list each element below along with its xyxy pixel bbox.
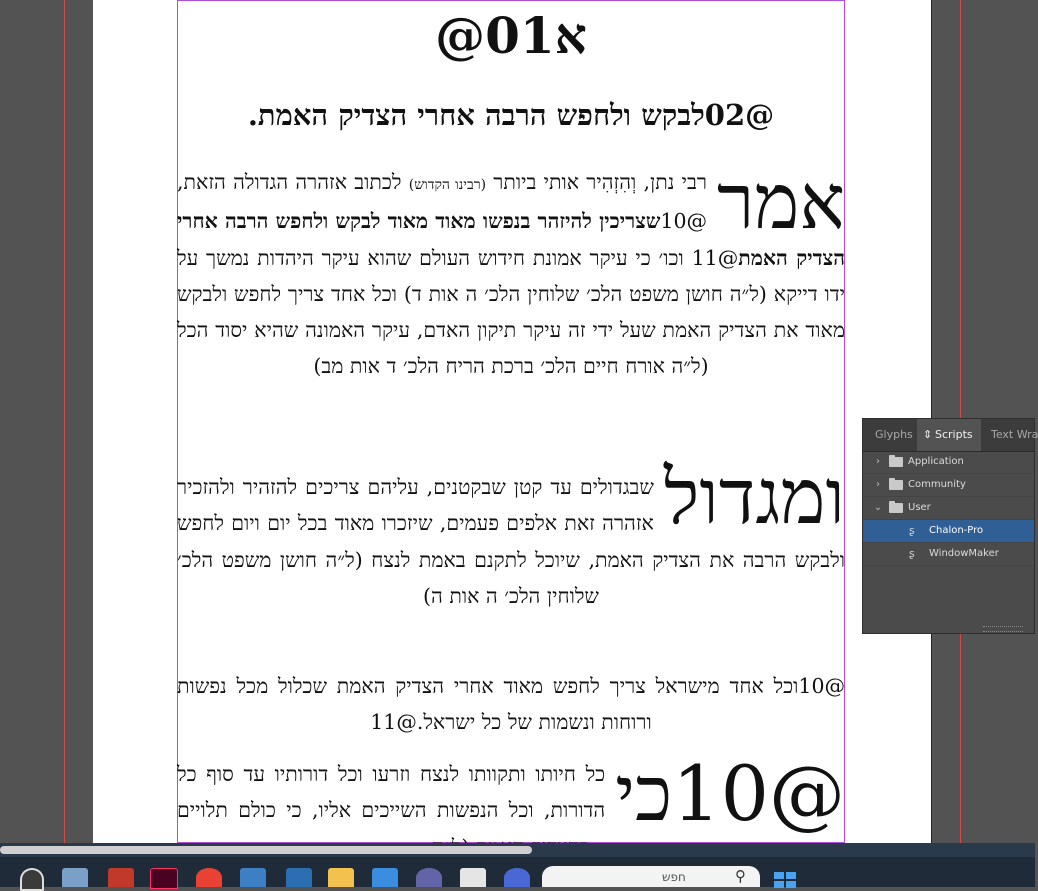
- copilot-icon[interactable]: [504, 868, 530, 887]
- folder-icon: [889, 457, 903, 467]
- notepad-icon[interactable]: [460, 868, 486, 887]
- horizontal-scrollbar[interactable]: [0, 846, 532, 854]
- scripts-panel[interactable]: [862, 418, 1038, 634]
- tab-glyphs[interactable]: Glyphs: [875, 428, 913, 441]
- panel-resize-grip[interactable]: [983, 626, 1023, 632]
- tree-folder-application[interactable]: [863, 451, 1034, 474]
- folder-icon: [889, 503, 903, 513]
- drop-cap-4: @10כי: [615, 749, 845, 838]
- p4-text: כל חיותו ותקוותו לנצח וזרעו וכל דורותיו עד סוף כל הדורות, וכל הנפשות השייכים אליו, כי כולם תלויים: [177, 762, 606, 823]
- explorer-icon[interactable]: [62, 868, 88, 887]
- document-subtitle: @02לבקש ולחפש הרבה אחרי הצדיק האמת.: [247, 98, 775, 132]
- photos-icon[interactable]: [372, 868, 398, 887]
- tree-folder-user[interactable]: [863, 497, 1034, 520]
- toolbox-icon[interactable]: [108, 868, 134, 887]
- p1-small: (רבינו הקדוש): [408, 177, 487, 193]
- chevron-down-icon[interactable]: ⌄: [873, 502, 883, 513]
- indesign-icon[interactable]: [150, 868, 178, 889]
- tree-label: Application: [908, 456, 964, 467]
- scripts-tree: [863, 451, 1034, 566]
- p1-bold: שצריכין להיזהר בנפשו מאוד מאוד לבקש ולחפש הרבה אחרי הצדיק האמת: [177, 209, 845, 270]
- folder-icon: [889, 480, 903, 490]
- tab-text-wrap[interactable]: Text Wra: [991, 428, 1038, 441]
- chevron-right-icon[interactable]: ›: [876, 479, 880, 490]
- drop-cap-1: אמר: [717, 157, 845, 246]
- p2-text: שבגדולים עד קטן שבקטנים, עליהם צריכים להזהיר ולהזכיר אזהרה זאת אלפים פעמים, שיזכרו מאוד בכל יום ויום לחפש ולבקש הרבה את הצדיק האמת, שיוכל לתקנם באמת לנצח (ל״ה חושן משפט הלכ׳ שלוחין הלכ׳ ה אות ה): [177, 475, 845, 608]
- tree-label: User: [908, 502, 931, 513]
- chrome-icon[interactable]: [196, 868, 222, 887]
- script-icon: ʂ: [909, 524, 915, 537]
- paragraph-1: [177, 157, 845, 385]
- hebrew-app-icon[interactable]: [286, 868, 312, 887]
- media-player-icon[interactable]: [20, 868, 44, 891]
- document-page[interactable]: [93, 0, 932, 843]
- tab-scripts[interactable]: [917, 419, 981, 451]
- p1-text-b: לכתוב אזהרה הגדולה הזאת, @10: [177, 170, 707, 234]
- folder-icon[interactable]: [328, 868, 354, 887]
- p3-text: @10וכל אחד מישראל צריך לחפש מאוד אחרי הצדיק האמת שכלול מכל נפשות ורוחות ונשמות של כל ישראל.@11: [177, 674, 845, 735]
- search-icon: ⚲: [735, 867, 746, 885]
- search-placeholder: חפש: [662, 870, 686, 884]
- tab-drag-icon: ⇕: [923, 428, 933, 441]
- taskbar-search-box[interactable]: [542, 866, 760, 887]
- script-icon: ʂ: [909, 547, 915, 560]
- tree-label: WindowMaker: [929, 548, 999, 559]
- chevron-right-icon[interactable]: ›: [876, 456, 880, 467]
- teams-icon[interactable]: [416, 868, 442, 887]
- paragraph-3: [177, 668, 845, 741]
- davinci-icon[interactable]: [240, 868, 266, 887]
- tree-script-chalon-pro[interactable]: [863, 520, 1034, 543]
- p1-text-a: רבי נתן, וְהִזְהִיר אותי ביותר: [486, 170, 707, 194]
- panel-tabs: [863, 419, 1038, 452]
- windows-start-icon[interactable]: [774, 872, 796, 887]
- p1-text-c: @11 וכו׳ כי עיקר אמונת חידוש העולם שהוא עיקר היהדות נמשך על ידו דייקא (ל״ה חושן משפט הלכ׳ שלוחין הלכ׳ ה אות ד) וכל אחד צריך לחפש ולבקש מאוד את הצדיק האמת שעל ידי זה עיקר תיקון האדם, עיקר האמונה שהיא יסוד הכל (ל״ה אורח חיים הלכ׳ ברכת הריח הלכ׳ ד אות מב): [177, 245, 845, 379]
- tree-label: Chalon-Pro: [929, 525, 984, 536]
- tree-label: Community: [908, 479, 966, 490]
- document-title: א01@: [435, 6, 587, 65]
- drop-cap-2: ומגדול: [663, 452, 845, 541]
- tree-script-windowmaker[interactable]: [863, 543, 1034, 566]
- tree-folder-community[interactable]: [863, 474, 1034, 497]
- paragraph-2: [177, 452, 845, 614]
- bleed-guide-left: [64, 0, 65, 843]
- tab-scripts-label: Scripts: [935, 428, 973, 441]
